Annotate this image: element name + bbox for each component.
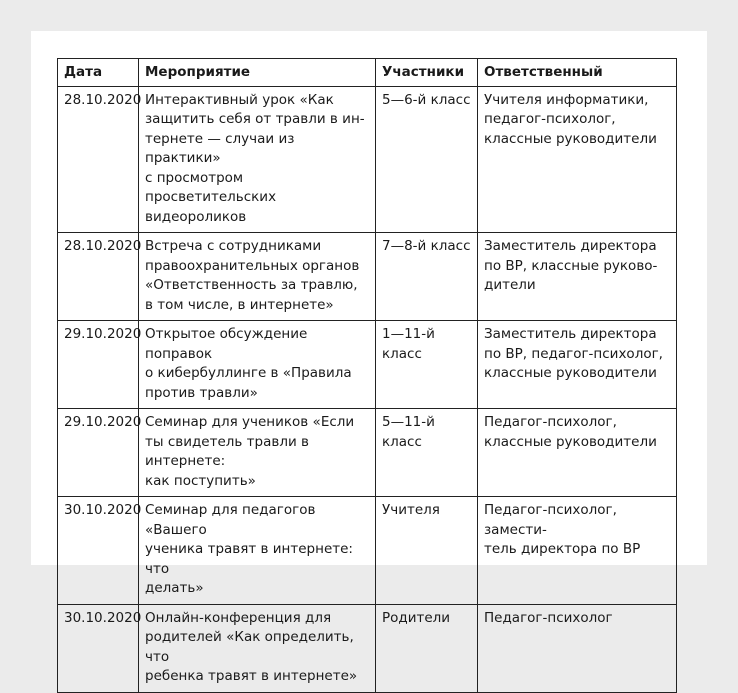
table-row bbox=[58, 497, 677, 605]
table-row bbox=[58, 604, 677, 692]
cell-event: Онлайн-конференция для родителей «Как определить, что ребенка травят в интернете» bbox=[139, 604, 376, 692]
cell-event: Интерактивный урок «Как защитить себя от травли в ин- тернете — случаи из практики» с просмотром просветительских видеороликов bbox=[139, 86, 376, 233]
table-row bbox=[58, 409, 677, 497]
document-page bbox=[31, 31, 707, 684]
header-date: Дата bbox=[58, 59, 139, 87]
table-row bbox=[58, 86, 677, 233]
cell-participants: Родители bbox=[376, 604, 478, 692]
cell-event: Открытое обсуждение поправок о кибербуллинге в «Правила против травли» bbox=[139, 321, 376, 409]
cell-event: Семинар для учеников «Если ты свидетель травли в интернете: как поступить» bbox=[139, 409, 376, 497]
cell-event: Встреча с сотрудниками правоохранительных органов «Ответственность за травлю, в том числе, в интернете» bbox=[139, 233, 376, 321]
table-row bbox=[58, 233, 677, 321]
cell-participants: Учителя bbox=[376, 497, 478, 605]
cell-event: Семинар для педагогов «Вашего ученика травят в интернете: что делать» bbox=[139, 497, 376, 605]
cell-participants: 7—8-й класс bbox=[376, 233, 478, 321]
cell-date: 28.10.2020 bbox=[58, 233, 139, 321]
cell-responsible: Педагог-психолог, замести- тель директора по ВР bbox=[478, 497, 677, 605]
table-header-row bbox=[58, 59, 677, 87]
cell-responsible: Учителя информатики, педагог-психолог, классные руководители bbox=[478, 86, 677, 233]
cell-date: 29.10.2020 bbox=[58, 321, 139, 409]
cell-responsible: Заместитель директора по ВР, классные руково- дители bbox=[478, 233, 677, 321]
cell-responsible: Педагог-психолог, классные руководители bbox=[478, 409, 677, 497]
events-table bbox=[57, 58, 677, 693]
cell-date: 28.10.2020 bbox=[58, 86, 139, 233]
cell-date: 29.10.2020 bbox=[58, 409, 139, 497]
cell-responsible: Заместитель директора по ВР, педагог-психолог, классные руководители bbox=[478, 321, 677, 409]
cell-participants: 5—6-й класс bbox=[376, 86, 478, 233]
cell-date: 30.10.2020 bbox=[58, 604, 139, 692]
header-responsible: Ответственный bbox=[478, 59, 677, 87]
cell-participants: 5—11-й класс bbox=[376, 409, 478, 497]
cell-date: 30.10.2020 bbox=[58, 497, 139, 605]
cell-participants: 1—11-й класс bbox=[376, 321, 478, 409]
table-row bbox=[58, 321, 677, 409]
cell-responsible: Педагог-психолог bbox=[478, 604, 677, 692]
header-event: Мероприятие bbox=[139, 59, 376, 87]
header-participants: Участники bbox=[376, 59, 478, 87]
